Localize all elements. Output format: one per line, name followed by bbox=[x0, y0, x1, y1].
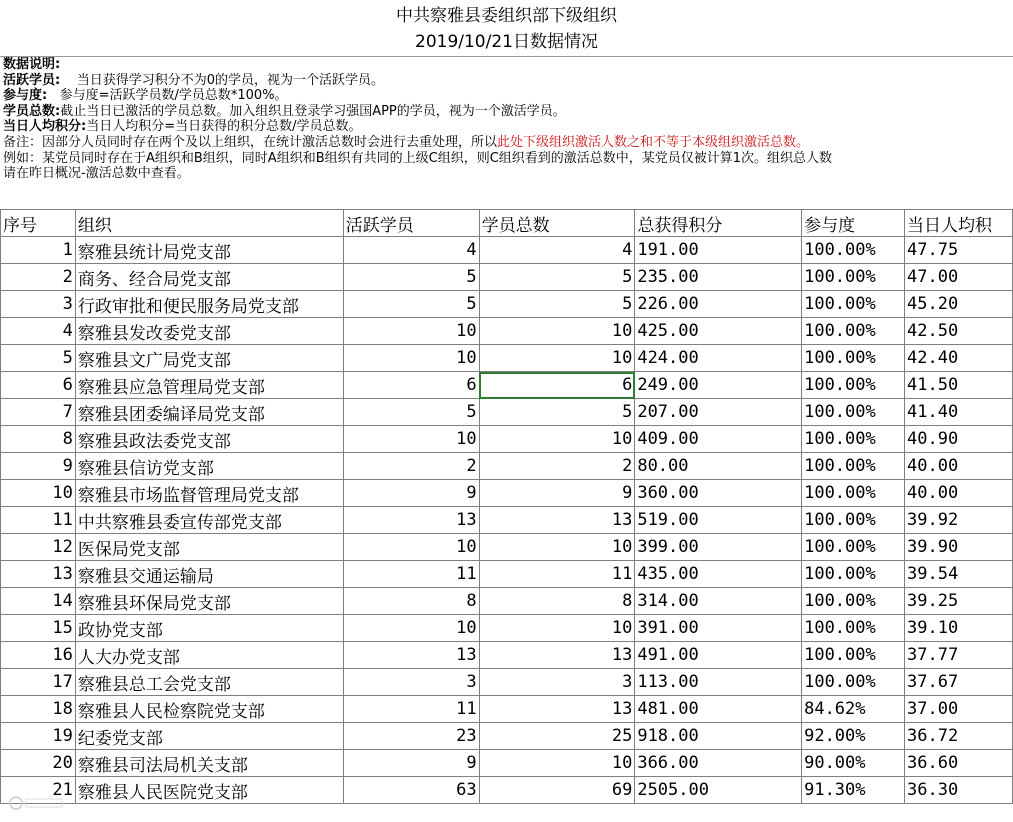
watermark-icon bbox=[6, 793, 66, 813]
table-cell[interactable]: 235.00 bbox=[635, 264, 802, 291]
header-cell[interactable]: 活跃学员 bbox=[343, 210, 479, 237]
remark-red-text: 此处下级组织激活人数之和不等于本级组织激活总数。 bbox=[497, 134, 810, 150]
table-cell[interactable]: 100.00% bbox=[802, 507, 905, 534]
table-cell[interactable]: 100.00% bbox=[802, 345, 905, 372]
table-row bbox=[1, 669, 1013, 696]
table-cell[interactable]: 399.00 bbox=[635, 534, 802, 561]
table-cell[interactable]: 41.40 bbox=[905, 399, 1013, 426]
table-row bbox=[1, 318, 1013, 345]
table-cell[interactable]: 100.00% bbox=[802, 399, 905, 426]
table-cell[interactable]: 察雅县司法局机关支部 bbox=[75, 750, 343, 777]
table-cell[interactable]: 40.00 bbox=[905, 480, 1013, 507]
table-cell[interactable]: 察雅县文广局党支部 bbox=[75, 345, 343, 372]
table-cell[interactable]: 10 bbox=[479, 615, 635, 642]
notes-heading: 数据说明: bbox=[3, 57, 61, 72]
avg-text: 当日人均积分=当日获得的积分总数/学员总数。 bbox=[86, 119, 362, 135]
table-cell[interactable]: 1 bbox=[1, 237, 76, 264]
table-cell[interactable]: 226.00 bbox=[635, 291, 802, 318]
table-cell[interactable]: 100.00% bbox=[802, 615, 905, 642]
table-cell[interactable]: 察雅县总工会党支部 bbox=[75, 669, 343, 696]
header-row bbox=[1, 210, 1013, 237]
title-line-1: 中共察雅县委组织部下级组织 bbox=[396, 6, 617, 26]
table-cell[interactable]: 8 bbox=[343, 588, 479, 615]
table-cell[interactable]: 8 bbox=[1, 426, 76, 453]
table-cell[interactable]: 商务、经合局党支部 bbox=[75, 264, 343, 291]
table-cell[interactable]: 37.00 bbox=[905, 696, 1013, 723]
table-row bbox=[1, 480, 1013, 507]
table-cell[interactable]: 10 bbox=[479, 534, 635, 561]
table-cell[interactable]: 36.30 bbox=[905, 777, 1013, 804]
table-cell[interactable]: 425.00 bbox=[635, 318, 802, 345]
table-cell[interactable]: 100.00% bbox=[802, 264, 905, 291]
table-cell[interactable]: 100.00% bbox=[802, 534, 905, 561]
table-cell[interactable]: 5 bbox=[343, 264, 479, 291]
header-cell[interactable]: 组织 bbox=[75, 210, 343, 237]
table-cell[interactable]: 10 bbox=[1, 480, 76, 507]
table-cell[interactable]: 10 bbox=[343, 345, 479, 372]
table-row bbox=[1, 399, 1013, 426]
table-cell[interactable]: 39.10 bbox=[905, 615, 1013, 642]
table-row bbox=[1, 264, 1013, 291]
table-cell[interactable]: 察雅县团委编译局党支部 bbox=[75, 399, 343, 426]
table-cell[interactable]: 10 bbox=[479, 426, 635, 453]
table-cell[interactable]: 42.50 bbox=[905, 318, 1013, 345]
table-cell[interactable]: 8 bbox=[479, 588, 635, 615]
remark-text: 备注：因部分人员同时存在两个及以上组织，在统计激活总数时会进行去重处理，所以 bbox=[3, 134, 498, 150]
table-row bbox=[1, 345, 1013, 372]
table-cell[interactable]: 察雅县人民医院党支部 bbox=[75, 777, 343, 804]
table-cell[interactable]: 41.50 bbox=[905, 372, 1013, 399]
table-row bbox=[1, 723, 1013, 750]
table-cell[interactable]: 9 bbox=[1, 453, 76, 480]
table-cell[interactable]: 5 bbox=[343, 291, 479, 318]
table-cell[interactable]: 9 bbox=[343, 480, 479, 507]
header-cell[interactable]: 当日人均积 bbox=[905, 210, 1013, 237]
table-cell[interactable]: 91.30% bbox=[802, 777, 905, 804]
table-cell[interactable]: 13 bbox=[479, 642, 635, 669]
table-cell[interactable]: 察雅县市场监督管理局党支部 bbox=[75, 480, 343, 507]
table-cell[interactable]: 37.67 bbox=[905, 669, 1013, 696]
table-cell[interactable]: 17 bbox=[1, 669, 76, 696]
avg-label: 当日人均积分: bbox=[3, 119, 87, 135]
header-cell[interactable]: 学员总数 bbox=[479, 210, 635, 237]
table-cell[interactable]: 察雅县统计局党支部 bbox=[75, 237, 343, 264]
table-row bbox=[1, 642, 1013, 669]
table-row bbox=[1, 426, 1013, 453]
table-cell[interactable]: 中共察雅县委宣传部党支部 bbox=[75, 507, 343, 534]
table-cell[interactable]: 纪委党支部 bbox=[75, 723, 343, 750]
example-text: 例如：某党员同时存在于A组织和B组织，同时A组织和B组织有共同的上级C组织，则C组织看到的激活总数中，某党员仅被计算1次。组织总人数 bbox=[3, 150, 833, 166]
table-cell[interactable]: 4 bbox=[479, 237, 635, 264]
title-line-2: 2019/10/21日数据情况 bbox=[415, 32, 598, 52]
participation-text: 参与度=活跃学员数/学员总数*100%。 bbox=[59, 88, 288, 104]
table-cell[interactable]: 25 bbox=[479, 723, 635, 750]
table-cell[interactable]: 100.00% bbox=[802, 588, 905, 615]
table-cell[interactable]: 9 bbox=[479, 480, 635, 507]
table-cell[interactable]: 100.00% bbox=[802, 426, 905, 453]
table-cell[interactable]: 察雅县信访党支部 bbox=[75, 453, 343, 480]
table-cell[interactable]: 10 bbox=[479, 345, 635, 372]
table-row bbox=[1, 372, 1013, 399]
table-row bbox=[1, 561, 1013, 588]
table-cell[interactable]: 察雅县应急管理局党支部 bbox=[75, 372, 343, 399]
table-cell[interactable]: 113.00 bbox=[635, 669, 802, 696]
table-cell[interactable]: 63 bbox=[343, 777, 479, 804]
table-cell[interactable]: 人大办党支部 bbox=[75, 642, 343, 669]
table-cell[interactable]: 察雅县人民检察院党支部 bbox=[75, 696, 343, 723]
table-cell[interactable]: 察雅县发改委党支部 bbox=[75, 318, 343, 345]
table-row bbox=[1, 615, 1013, 642]
table-cell[interactable]: 11 bbox=[343, 561, 479, 588]
table-cell[interactable]: 40.00 bbox=[905, 453, 1013, 480]
table-cell[interactable]: 13 bbox=[479, 507, 635, 534]
table-cell[interactable]: 100.00% bbox=[802, 372, 905, 399]
table-cell[interactable]: 435.00 bbox=[635, 561, 802, 588]
table-cell[interactable]: 2505.00 bbox=[635, 777, 802, 804]
table-row bbox=[1, 453, 1013, 480]
table-cell[interactable]: 39.90 bbox=[905, 534, 1013, 561]
table-cell[interactable]: 6 bbox=[479, 372, 635, 399]
table-cell[interactable]: 39.54 bbox=[905, 561, 1013, 588]
table-cell[interactable]: 11 bbox=[343, 696, 479, 723]
table-cell[interactable]: 11 bbox=[479, 561, 635, 588]
table-cell[interactable]: 12 bbox=[1, 534, 76, 561]
table-cell[interactable]: 4 bbox=[1, 318, 76, 345]
table-cell[interactable]: 207.00 bbox=[635, 399, 802, 426]
table-cell[interactable]: 10 bbox=[479, 750, 635, 777]
table-cell[interactable]: 424.00 bbox=[635, 345, 802, 372]
table-cell[interactable]: 360.00 bbox=[635, 480, 802, 507]
table-row bbox=[1, 588, 1013, 615]
table-cell[interactable]: 100.00% bbox=[802, 480, 905, 507]
participation-label: 参与度: bbox=[3, 88, 48, 104]
table-cell[interactable]: 察雅县政法委党支部 bbox=[75, 426, 343, 453]
table-cell[interactable]: 14 bbox=[1, 588, 76, 615]
table-cell[interactable]: 11 bbox=[1, 507, 76, 534]
table-cell[interactable]: 39.92 bbox=[905, 507, 1013, 534]
table-cell[interactable]: 2 bbox=[1, 264, 76, 291]
table-row bbox=[1, 237, 1013, 264]
table-cell[interactable]: 5 bbox=[479, 399, 635, 426]
table-cell[interactable]: 100.00% bbox=[802, 561, 905, 588]
table-cell[interactable]: 医保局党支部 bbox=[75, 534, 343, 561]
table-cell[interactable]: 36.72 bbox=[905, 723, 1013, 750]
total-text: 截止当日已激活的学员总数。加入组织且登录学习强国APP的学员，视为一个激活学员。 bbox=[60, 103, 566, 119]
org-data-table bbox=[0, 209, 1013, 804]
table-cell[interactable]: 2 bbox=[479, 453, 635, 480]
table-cell[interactable]: 391.00 bbox=[635, 615, 802, 642]
table-row bbox=[1, 696, 1013, 723]
table-cell[interactable]: 9 bbox=[343, 750, 479, 777]
table-cell[interactable]: 7 bbox=[1, 399, 76, 426]
table-cell[interactable]: 5 bbox=[479, 264, 635, 291]
table-cell[interactable]: 察雅县环保局党支部 bbox=[75, 588, 343, 615]
sheet-title[interactable] bbox=[0, 0, 1013, 57]
table-cell[interactable]: 13 bbox=[343, 642, 479, 669]
table-cell[interactable]: 69 bbox=[479, 777, 635, 804]
table-cell[interactable]: 918.00 bbox=[635, 723, 802, 750]
table-cell[interactable]: 90.00% bbox=[802, 750, 905, 777]
header-cell[interactable]: 序号 bbox=[1, 210, 76, 237]
table-cell[interactable]: 314.00 bbox=[635, 588, 802, 615]
table-cell[interactable]: 19 bbox=[1, 723, 76, 750]
table-cell[interactable]: 366.00 bbox=[635, 750, 802, 777]
watermark-logo bbox=[6, 793, 76, 817]
table-cell[interactable]: 23 bbox=[343, 723, 479, 750]
header-cell[interactable]: 总获得积分 bbox=[635, 210, 802, 237]
table-cell[interactable]: 92.00% bbox=[802, 723, 905, 750]
table-cell[interactable]: 13 bbox=[1, 561, 76, 588]
table-cell[interactable]: 100.00% bbox=[802, 318, 905, 345]
table-cell[interactable]: 21 bbox=[1, 777, 76, 804]
table-cell[interactable]: 100.00% bbox=[802, 642, 905, 669]
table-cell[interactable]: 10 bbox=[343, 534, 479, 561]
table-row bbox=[1, 291, 1013, 318]
table-cell[interactable]: 40.90 bbox=[905, 426, 1013, 453]
table-cell[interactable]: 10 bbox=[479, 318, 635, 345]
table-cell[interactable]: 5 bbox=[479, 291, 635, 318]
table-cell[interactable]: 84.62% bbox=[802, 696, 905, 723]
table-cell[interactable]: 47.75 bbox=[905, 237, 1013, 264]
table-cell[interactable]: 10 bbox=[343, 426, 479, 453]
table-cell[interactable]: 39.25 bbox=[905, 588, 1013, 615]
table-cell[interactable]: 15 bbox=[1, 615, 76, 642]
table-cell[interactable]: 6 bbox=[1, 372, 76, 399]
table-cell[interactable]: 2 bbox=[343, 453, 479, 480]
table-cell[interactable]: 4 bbox=[343, 237, 479, 264]
table-cell[interactable]: 5 bbox=[343, 399, 479, 426]
table-row bbox=[1, 777, 1013, 804]
table-cell[interactable]: 100.00% bbox=[802, 291, 905, 318]
total-label: 学员总数: bbox=[3, 103, 61, 119]
active-text: 当日获得学习积分不为0的学员，视为一个活跃学员。 bbox=[76, 72, 385, 88]
table-cell[interactable]: 100.00% bbox=[802, 453, 905, 480]
header-cell[interactable]: 参与度 bbox=[802, 210, 905, 237]
table-cell[interactable]: 20 bbox=[1, 750, 76, 777]
table-cell[interactable]: 13 bbox=[343, 507, 479, 534]
table-cell[interactable]: 481.00 bbox=[635, 696, 802, 723]
table-cell[interactable]: 政协党支部 bbox=[75, 615, 343, 642]
table-cell[interactable]: 45.20 bbox=[905, 291, 1013, 318]
table-cell[interactable]: 37.77 bbox=[905, 642, 1013, 669]
table-cell[interactable]: 察雅县交通运输局 bbox=[75, 561, 343, 588]
table-cell[interactable]: 36.60 bbox=[905, 750, 1013, 777]
table-cell[interactable]: 6 bbox=[343, 372, 479, 399]
table-cell[interactable]: 18 bbox=[1, 696, 76, 723]
table-row bbox=[1, 750, 1013, 777]
table-cell[interactable]: 3 bbox=[1, 291, 76, 318]
table-cell[interactable]: 409.00 bbox=[635, 426, 802, 453]
table-cell[interactable]: 191.00 bbox=[635, 237, 802, 264]
table-cell[interactable]: 100.00% bbox=[802, 237, 905, 264]
table-cell[interactable]: 16 bbox=[1, 642, 76, 669]
table-cell[interactable]: 42.40 bbox=[905, 345, 1013, 372]
table-cell[interactable]: 3 bbox=[343, 669, 479, 696]
table-cell[interactable]: 80.00 bbox=[635, 453, 802, 480]
table-cell[interactable]: 5 bbox=[1, 345, 76, 372]
table-cell[interactable]: 行政审批和便民服务局党支部 bbox=[75, 291, 343, 318]
table-cell[interactable]: 491.00 bbox=[635, 642, 802, 669]
data-notes[interactable] bbox=[0, 57, 1013, 209]
active-label: 活跃学员: bbox=[3, 72, 61, 88]
table-cell[interactable]: 10 bbox=[343, 318, 479, 345]
table-cell[interactable]: 519.00 bbox=[635, 507, 802, 534]
table-row bbox=[1, 534, 1013, 561]
table-cell[interactable]: 3 bbox=[479, 669, 635, 696]
table-cell[interactable]: 13 bbox=[479, 696, 635, 723]
table-row bbox=[1, 507, 1013, 534]
table-cell[interactable]: 10 bbox=[343, 615, 479, 642]
query-text: 请在昨日概况-激活总数中查看。 bbox=[3, 166, 190, 182]
table-cell[interactable]: 47.00 bbox=[905, 264, 1013, 291]
table-cell[interactable]: 249.00 bbox=[635, 372, 802, 399]
table-cell[interactable]: 100.00% bbox=[802, 669, 905, 696]
